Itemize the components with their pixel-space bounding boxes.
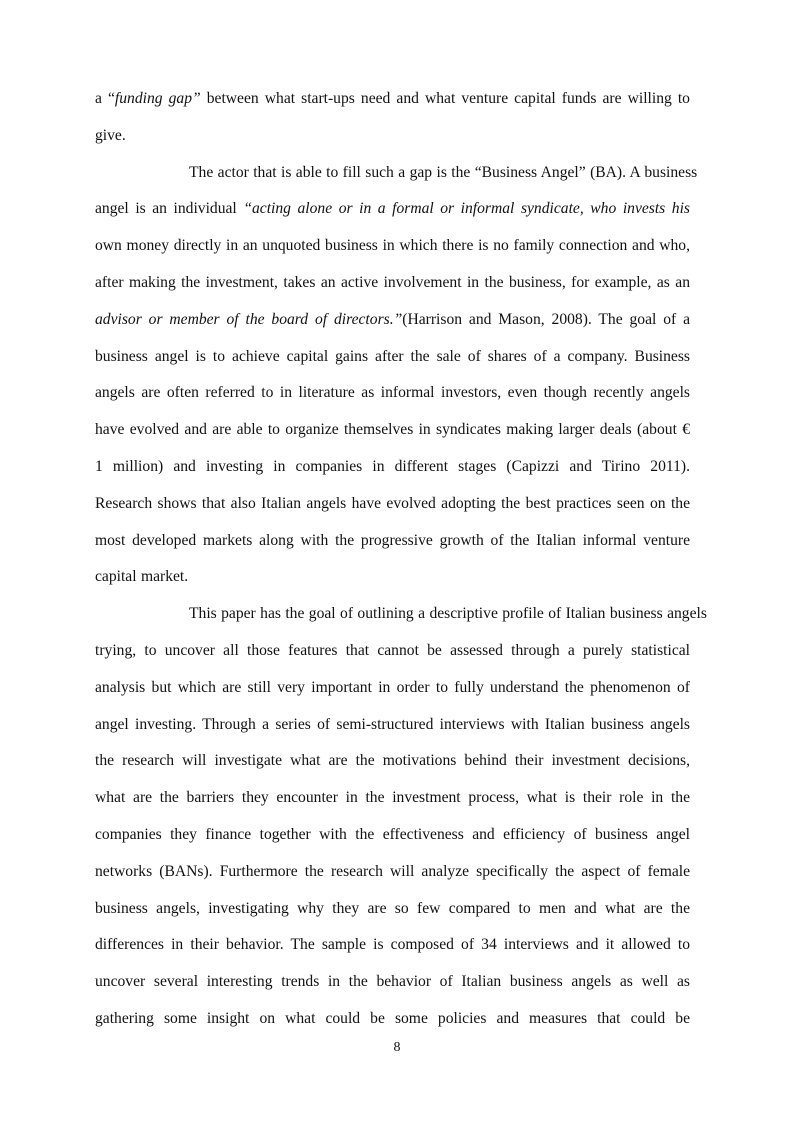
body-text: own money directly in an unquoted business in which there is no family connection and who, xyxy=(95,237,690,255)
page-number: 8 xyxy=(393,1040,401,1055)
text-line xyxy=(95,339,690,376)
text-line xyxy=(95,927,690,964)
italic-quote-text: advisor or member of the board of directors.” xyxy=(95,310,403,328)
body-text: after making the investment, takes an active involvement in the business, for example, as an xyxy=(95,273,690,291)
body-text: angel investing. Through a series of semi-structured interviews with Italian business angels xyxy=(95,715,690,733)
paragraph xyxy=(95,596,707,1038)
text-line xyxy=(95,228,690,265)
body-text: the research will investigate what are the motivations behind their investment decisions, xyxy=(95,752,690,770)
text-line xyxy=(95,817,690,854)
text-line xyxy=(95,707,690,744)
body-text: 1 million) and investing in companies in different stages (Capizzi and Tirino 2011). xyxy=(95,457,690,475)
paragraph xyxy=(95,81,690,155)
text-line xyxy=(95,302,690,339)
text-line xyxy=(95,891,690,928)
text-line xyxy=(95,780,690,817)
text-line xyxy=(95,155,698,192)
body-text: The actor that is able to fill such a gap is the “Business Angel” (BA). A business xyxy=(189,163,698,181)
body-text: what are the barriers they encounter in the investment process, what is their role in the xyxy=(95,789,690,807)
body-text: analysis but which are still very important in order to fully understand the phenomenon of xyxy=(95,678,690,696)
text-line xyxy=(95,854,690,891)
text-line xyxy=(95,118,690,155)
body-text: companies they finance together with the effectiveness and efficiency of business angel xyxy=(95,825,690,843)
body-text: differences in their behavior. The sample is composed of 34 interviews and it allowed to xyxy=(95,936,690,954)
body-text: gathering some insight on what could be some policies and measures that could be xyxy=(95,1009,690,1027)
body-text: networks (BANs). Furthermore the research will analyze specifically the aspect of female xyxy=(95,862,690,880)
body-text: capital market. xyxy=(95,568,189,586)
body-text: give. xyxy=(95,126,126,144)
text-line xyxy=(95,81,690,118)
body-text: business angel is to achieve capital gains after the sale of shares of a company. Business xyxy=(95,347,690,365)
body-text: angel is an individual xyxy=(95,200,244,218)
body-text: (Harrison and Mason, 2008). The goal of a xyxy=(402,310,691,328)
body-text: angels are often referred to in literature as informal investors, even though recently angels xyxy=(95,384,690,402)
italic-quote-text: funding gap” xyxy=(114,90,201,107)
body-text: This paper has the goal of outlining a descriptive profile of Italian business angels xyxy=(189,605,707,623)
text-line xyxy=(95,523,690,560)
italic-quote-text: “acting alone or in a formal or informal syndicate, who invests his xyxy=(243,200,690,218)
text-line xyxy=(95,670,690,707)
body-text: trying, to uncover all those features that cannot be assessed through a purely statistical xyxy=(95,641,690,659)
text-line xyxy=(95,1001,690,1038)
text-line xyxy=(95,191,690,228)
body-text: a “ xyxy=(95,90,115,107)
body-text: have evolved and are able to organize themselves in syndicates making larger deals (about € xyxy=(95,421,690,439)
text-line xyxy=(95,449,690,486)
body-text: most developed markets along with the progressive growth of the Italian informal venture xyxy=(95,531,690,549)
text-line xyxy=(95,375,690,412)
text-line xyxy=(95,964,690,1001)
text-line xyxy=(95,633,690,670)
text-line xyxy=(95,486,690,523)
body-text: business angels, investigating why they are so few compared to men and what are the xyxy=(95,899,690,917)
paragraph xyxy=(95,155,698,597)
text-line xyxy=(95,265,690,302)
text-line xyxy=(95,559,690,596)
text-line xyxy=(95,596,707,633)
document-body xyxy=(95,81,707,1038)
text-line xyxy=(95,412,690,449)
text-line xyxy=(95,743,690,780)
body-text: between what start-ups need and what venture capital funds are willing to xyxy=(200,90,690,107)
body-text: Research shows that also Italian angels have evolved adopting the best practices seen on the xyxy=(95,494,690,512)
body-text: uncover several interesting trends in the behavior of Italian business angels as well as xyxy=(95,973,690,991)
